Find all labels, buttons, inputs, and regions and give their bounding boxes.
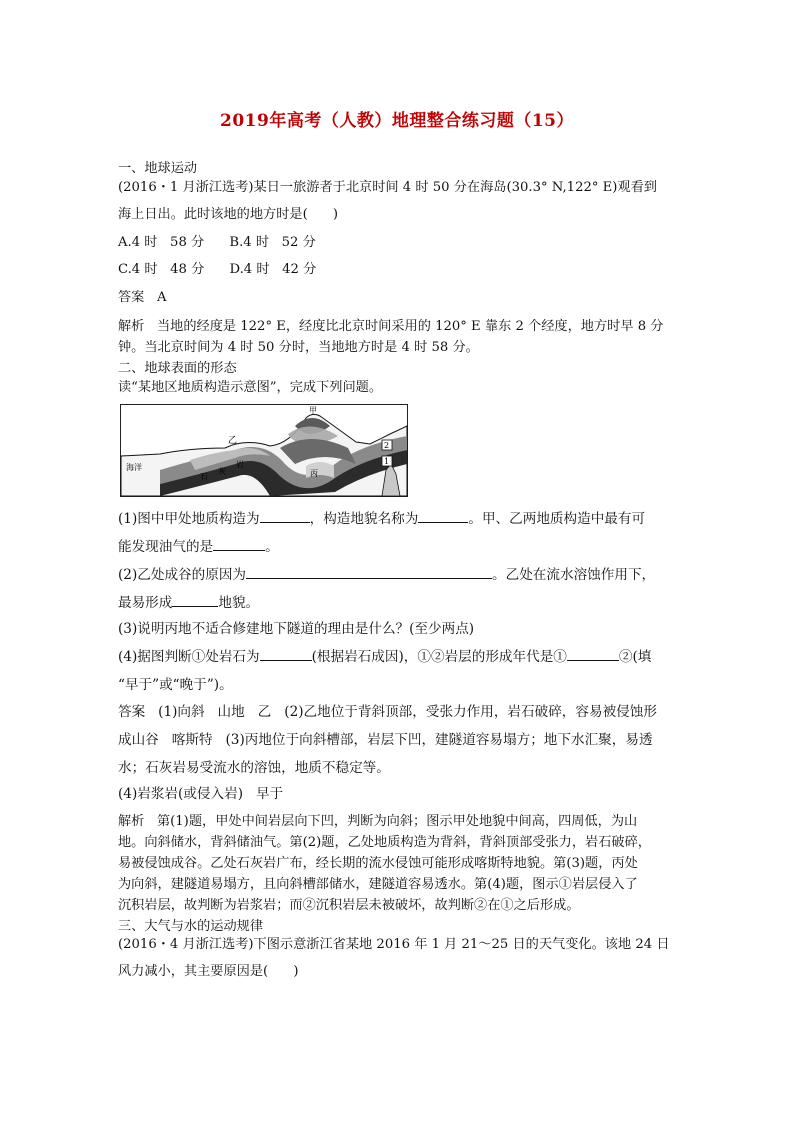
question-2-3: (3)说明丙地不适合修建地下隧道的理由是什么？(至少两点): [118, 621, 475, 637]
label-sea: 海洋: [126, 463, 142, 472]
analysis-1-line-1: 解析 当地的经度是 122° E，经度比北京时间采用的 120° E 靠东 2 个经度，地方时早 8 分: [118, 319, 664, 334]
section-2-heading: 二、地球表面的形态: [118, 361, 237, 376]
answer-2-line-3: 水；石灰岩易受流水的溶蚀，地质不稳定等。: [118, 760, 390, 776]
question-2-2-line-2: 最易形成 地貌。: [118, 591, 678, 616]
analysis-2-line-4: 为向斜，建隧道易塌方，且向斜槽部储水，建隧道容易透水。第(4)题，图示①岩层侵入了: [118, 877, 638, 892]
question-2-1-line-2: 能发现油气的是 。: [118, 535, 678, 560]
question-2-2-line-1: (2)乙处成谷的原因为 。乙处在流水溶蚀作用下，: [118, 563, 678, 588]
answer-2-line-1: 答案 (1)向斜 山地 乙 (2)乙地位于背斜顶部，受张力作用，岩石破碎，容易被侵蚀形: [118, 704, 657, 720]
answer-2-line-2: 成山谷 喀斯特 (3)丙地位于向斜槽部，岩层下凹，建隧道容易塌方；地下水汇聚，易透: [118, 732, 653, 748]
options-a-b: A.4 时 58 分 B.4 时 52 分: [118, 235, 316, 250]
answer-2-line-4: (4)岩浆岩(或侵入岩) 早于: [118, 786, 284, 802]
analysis-2-line-1: 解析 第(1)题，甲处中间岩层向下凹，判断为向斜；图示甲处地貌中间高，四周低，为山: [118, 814, 638, 829]
question-3-line-2: 风力减小，其主要原因是( ): [118, 964, 299, 979]
label-shi: 石: [200, 472, 208, 481]
question-1-line-1: (2016・1 月浙江选考)某日一旅游者于北京时间 4 时 50 分在海岛(30.3° N,122° E)观看到: [118, 180, 657, 195]
figure-intro: 读“某地区地质构造示意图”，完成下列问题。: [118, 380, 383, 395]
geologic-structure-figure: [120, 404, 408, 497]
label-jia: 甲: [309, 406, 317, 415]
question-2-1-line-1: (1)图中甲处地质构造为 ，构造地貌名称为 。甲、乙两地质构造中最有可: [118, 507, 678, 532]
label-yi: 乙: [228, 436, 238, 446]
analysis-2-line-3: 易被侵蚀成谷。乙处石灰岩广布，经长期的流水侵蚀可能形成喀斯特地貌。第(3)题，丙处: [118, 856, 638, 871]
label-1: 1: [384, 457, 390, 466]
label-hui: 灰: [218, 467, 226, 476]
analysis-1-line-2: 钟。当北京时间为 4 时 50 分时，当地地方时是 4 时 58 分。: [118, 340, 479, 355]
question-2-4-line-1: (4)据图判断①处岩石为 (根据岩石成因)，①②岩层的形成年代是① ②(填: [118, 645, 678, 670]
options-c-d: C.4 时 48 分 D.4 时 42 分: [118, 262, 317, 277]
label-yan: 岩: [236, 460, 244, 469]
section-3-heading: 三、大气与水的运动规律: [118, 919, 264, 934]
answer-1: 答案 A: [118, 290, 167, 305]
question-2-4-line-2: “早于”或“晚于”)。: [118, 677, 233, 693]
question-1-line-2: 海上日出。此时该地的地方时是( ): [118, 207, 339, 222]
question-3-line-1: (2016・4 月浙江选考)下图示意浙江省某地 2016 年 1 月 21～25 日的天气变化。该地 24 日: [118, 937, 670, 952]
section-1-heading: 一、地球运动: [118, 161, 198, 176]
label-bing: 丙: [310, 469, 318, 478]
analysis-2-line-5: 沉积岩层，故判断为岩浆岩；而②沉积岩层未被破坏，故判断②在①之后形成。: [118, 898, 580, 913]
page-title: 2019年高考（人教）地理整合练习题（15）: [220, 111, 574, 131]
label-2: 2: [384, 441, 390, 450]
analysis-2-line-2: 地。向斜储水，背斜储油气。第(2)题，乙处地质构造为背斜，背斜顶部受张力，岩石破碎，: [118, 835, 651, 850]
